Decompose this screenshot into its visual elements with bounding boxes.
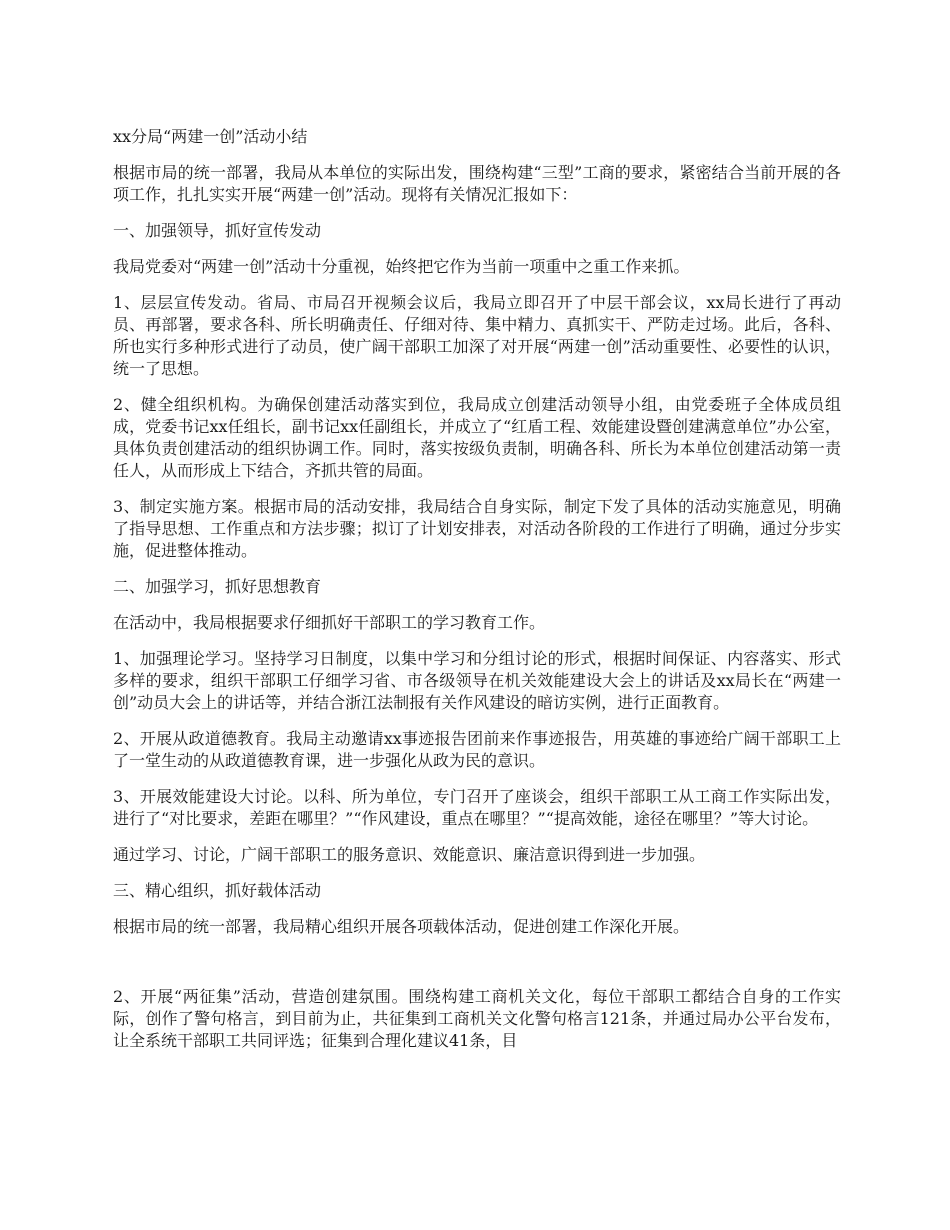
paragraph: 2、健全组织机构。为确保创建活动落实到位，我局成立创建活动领导小组，由党委班子全体成员组成，党委书记xx任组长，副书记xx任副组长，并成立了“红盾工程、效能建设暨创建满意单位”办公室，具体负责创建活动的组织协调工作。同时，落实按级负责制，明确各科、所长为本单位创建活动第一责任人，从而形成上下结合，齐抓共管的局面。 — [113, 395, 841, 480]
document-body — [113, 126, 841, 1066]
paragraph: 1、层层宣传发动。省局、市局召开视频会议后，我局立即召开了中层干部会议，xx局长进行了再动员、再部署，要求各科、所长明确责任、仔细对待、集中精力、真抓实干、严防走过场。此后，各科、所也实行多种形式进行了动员，使广阔干部职工加深了对开展“两建一创”活动重要性、必要性的认识，统一了思想。 — [113, 293, 841, 378]
intro-paragraph: 根据市局的统一部署，我局从本单位的实际出发，围绕构建“三型”工商的要求，紧密结合当前开展的各项工作，扎扎实实开展“两建一创”活动。现将有关情况汇报如下： — [113, 163, 841, 204]
paragraph: 3、开展效能建设大讨论。以科、所为单位，专门召开了座谈会，组织干部职工从工商工作实际出发，进行了“对比要求，差距在哪里？”“作风建设，重点在哪里？”“提高效能，途径在哪里？”等大讨论。 — [113, 787, 841, 828]
paragraph: 我局党委对“两建一创”活动十分重视，始终把它作为当前一项重中之重工作来抓。 — [113, 257, 690, 276]
paragraph: 通过学习、讨论，广阔干部职工的服务意识、效能意识、廉洁意识得到进一步加强。 — [113, 845, 706, 864]
paragraph: 2、开展“两征集”活动，营造创建氛围。围绕构建工商机关文化，每位干部职工都结合自身的工作实际，创作了警句格言，到目前为止，共征集到工商机关文化警句格言121条，并通过局办公平台发布，让全系统干部职工共同评选；征集到合理化建议41条，目 — [113, 987, 841, 1050]
paragraph: 2、开展从政道德教育。我局主动邀请xx事迹报告团前来作事迹报告，用英雄的事迹给广阔干部职工上了一堂生动的从政道德教育课，进一步强化从政为民的意识。 — [113, 729, 841, 770]
paragraph: 3、制定实施方案。根据市局的活动安排，我局结合自身实际，制定下发了具体的活动实施意见，明确了指导思想、工作重点和方法步骤；拟订了计划安排表，对活动各阶段的工作进行了明确，通过分步实施，促进整体推动。 — [113, 497, 841, 560]
document-title: xx分局“两建一创”活动小结 — [113, 127, 308, 146]
section-heading-3: 三、精心组织，抓好载体活动 — [113, 881, 322, 900]
paragraph: 根据市局的统一部署，我局精心组织开展各项载体活动，促进创建工作深化开展。 — [113, 917, 690, 936]
paragraph: 在活动中，我局根据要求仔细抓好干部职工的学习教育工作。 — [113, 613, 546, 632]
section-heading-2: 二、加强学习，抓好思想教育 — [113, 577, 322, 596]
section-heading-1: 一、加强领导，抓好宣传发动 — [113, 221, 322, 240]
paragraph: 1、加强理论学习。坚持学习日制度，以集中学习和分组讨论的形式，根据时间保证、内容落实、形式多样的要求，组织干部职工仔细学习省、市各级领导在机关效能建设大会上的讲话及xx局长在“两建一创”动员大会上的讲话等，并结合浙江法制报有关作风建设的暗访实例，进行正面教育。 — [113, 649, 841, 712]
